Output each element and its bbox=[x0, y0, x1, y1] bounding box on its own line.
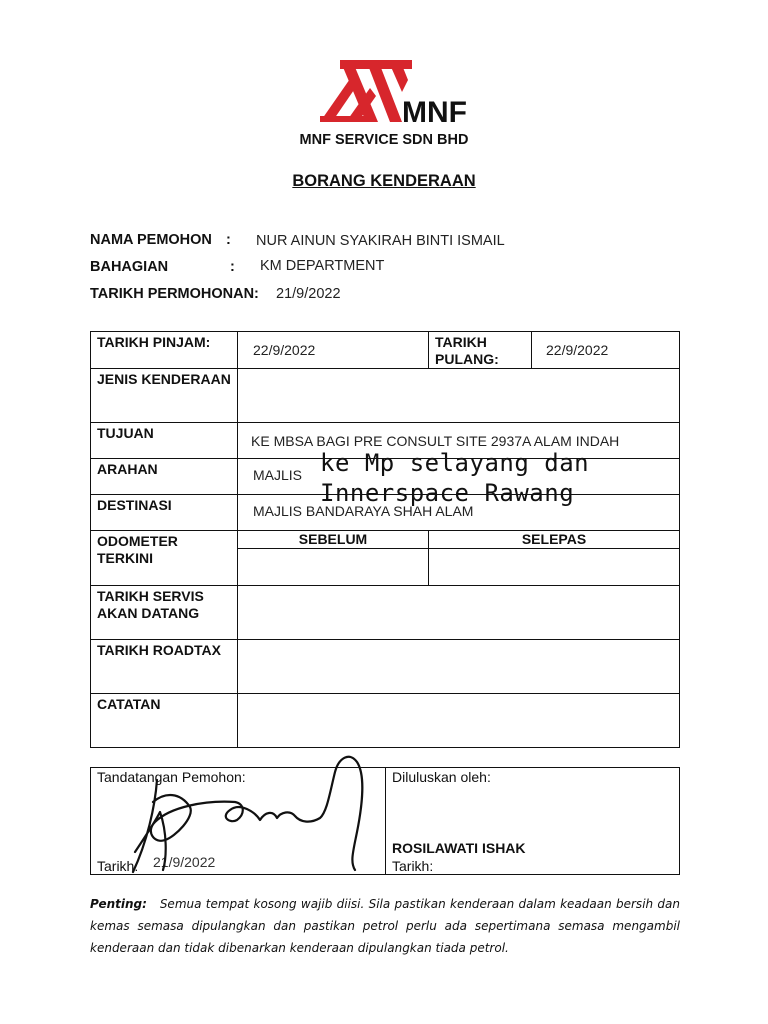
tujuan-value: KE MBSA BAGI PRE CONSULT SITE 2937A ALAM INDAH bbox=[238, 423, 680, 459]
selepas-value bbox=[429, 549, 680, 586]
approver-date-label: Tarikh: bbox=[392, 858, 434, 874]
approval-cell bbox=[386, 768, 680, 875]
tarikh-roadtax-label: TARIKH ROADTAX bbox=[91, 640, 238, 694]
tarikh-servis-label: TARIKH SERVIS AKAN DATANG bbox=[91, 586, 238, 640]
sebelum-header: SEBELUM bbox=[238, 531, 429, 549]
dept-separator: : bbox=[230, 259, 235, 275]
dept-value: KM DEPARTMENT bbox=[260, 258, 385, 274]
tarikh-pulang-value: 22/9/2022 bbox=[532, 332, 680, 369]
name-separator: : bbox=[226, 232, 231, 248]
catatan-value bbox=[238, 694, 680, 748]
tarikh-pinjam-label: TARIKH PINJAM: bbox=[91, 332, 238, 369]
application-date-value: 21/9/2022 bbox=[276, 286, 341, 302]
approved-by-label: Diluluskan oleh: bbox=[392, 769, 491, 785]
destinasi-value: MAJLIS BANDARAYA SHAH ALAM bbox=[238, 495, 680, 531]
application-date-label: TARIKH PERMOHONAN: bbox=[90, 286, 259, 302]
dept-label: BAHAGIAN bbox=[90, 259, 169, 275]
name-label: NAMA PEMOHON bbox=[90, 232, 212, 248]
applicant-date-value: 21/9/2022 bbox=[153, 854, 216, 870]
handwritten-note-line1: ke Mp selayang dan bbox=[320, 449, 590, 477]
tujuan-label: TUJUAN bbox=[91, 423, 238, 459]
approver-name: ROSILAWATI ISHAK bbox=[392, 840, 526, 856]
destinasi-label: DESTINASI bbox=[91, 495, 238, 531]
arahan-value: MAJLIS bbox=[238, 459, 680, 495]
tarikh-servis-value bbox=[238, 586, 680, 640]
handwritten-note-line2: Innerspace Rawang bbox=[320, 479, 575, 507]
form-title: BORANG KENDERAAN bbox=[292, 172, 476, 190]
jenis-kenderaan-label: JENIS KENDERAAN bbox=[91, 369, 238, 423]
applicant-signature-cell bbox=[91, 768, 386, 875]
name-value: NUR AINUN SYAKIRAH BINTI ISMAIL bbox=[256, 233, 505, 249]
applicant-date-label: Tarikh: bbox=[97, 858, 139, 874]
arahan-label: ARAHAN bbox=[91, 459, 238, 495]
tarikh-pulang-label: TARIKH PULANG: bbox=[429, 332, 532, 369]
selepas-header: SELEPAS bbox=[429, 531, 680, 549]
odometer-label: ODOMETER TERKINI bbox=[91, 531, 238, 586]
tarikh-roadtax-value bbox=[238, 640, 680, 694]
mnf-logo bbox=[318, 58, 467, 129]
company-name: MNF SERVICE SDN BHD bbox=[299, 132, 469, 148]
note-prefix: Penting: bbox=[90, 897, 147, 911]
sebelum-value bbox=[238, 549, 429, 586]
catatan-label: CATATAN bbox=[91, 694, 238, 748]
important-note bbox=[90, 893, 680, 959]
jenis-kenderaan-value bbox=[238, 369, 680, 423]
note-text: Semua tempat kosong wajib diisi. Sila pastikan kenderaan dalam keadaan bersih dan kemas semasa dipulangkan dan pastikan petrol perlu ada sepertimana semasa mengambil kenderaan dan tidak dibenarkan kenderaan dipulangkan tiada petrol. bbox=[90, 897, 680, 955]
signature-table bbox=[90, 767, 680, 875]
applicant-signature-label: Tandatangan Pemohon: bbox=[97, 769, 246, 785]
vehicle-form-table bbox=[90, 331, 680, 748]
tarikh-pinjam-value: 22/9/2022 bbox=[238, 332, 429, 369]
logo-text: MNF bbox=[402, 96, 467, 129]
